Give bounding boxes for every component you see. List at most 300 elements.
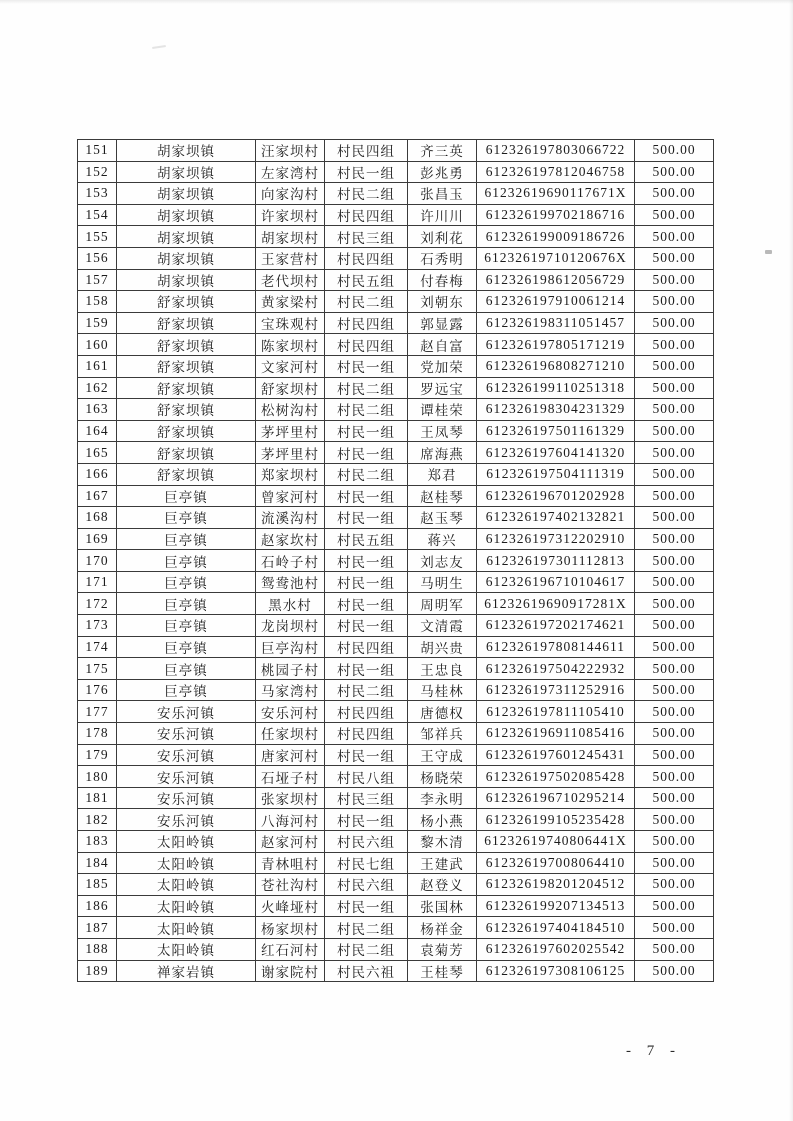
amount-cell: 500.00 <box>635 874 714 896</box>
row-number-cell: 160 <box>78 334 117 356</box>
town-cell: 巨亭镇 <box>117 593 256 615</box>
town-cell: 舒家坝镇 <box>117 463 256 485</box>
id-number-cell: 612326197402132821 <box>477 507 635 529</box>
table-row <box>78 658 714 680</box>
id-number-cell: 612326196911085416 <box>477 723 635 745</box>
amount-cell: 500.00 <box>635 269 714 291</box>
village-cell: 向家沟村 <box>256 183 325 205</box>
group-cell: 村民七组 <box>325 852 408 874</box>
amount-cell: 500.00 <box>635 291 714 313</box>
id-number-cell: 612326197803066722 <box>477 140 635 162</box>
town-cell: 舒家坝镇 <box>117 420 256 442</box>
village-cell: 青林咀村 <box>256 852 325 874</box>
row-number-cell: 181 <box>78 787 117 809</box>
town-cell: 巨亭镇 <box>117 507 256 529</box>
page-number: - 7 - <box>626 1043 681 1059</box>
town-cell: 安乐河镇 <box>117 809 256 831</box>
amount-cell: 500.00 <box>635 852 714 874</box>
group-cell: 村民三组 <box>325 226 408 248</box>
town-cell: 安乐河镇 <box>117 787 256 809</box>
table-row <box>78 852 714 874</box>
group-cell: 村民二组 <box>325 183 408 205</box>
village-cell: 许家坝村 <box>256 204 325 226</box>
town-cell: 太阳岭镇 <box>117 852 256 874</box>
amount-cell: 500.00 <box>635 723 714 745</box>
row-number-cell: 184 <box>78 852 117 874</box>
id-number-cell: 612326197202174621 <box>477 615 635 637</box>
table-row <box>78 938 714 960</box>
name-cell: 刘志友 <box>408 550 477 572</box>
town-cell: 胡家坝镇 <box>117 140 256 162</box>
row-number-cell: 189 <box>78 960 117 982</box>
table-row <box>78 528 714 550</box>
village-cell: 苍社沟村 <box>256 874 325 896</box>
table-row <box>78 766 714 788</box>
row-number-cell: 170 <box>78 550 117 572</box>
group-cell: 村民二组 <box>325 377 408 399</box>
id-number-cell: 612326197504111319 <box>477 463 635 485</box>
table-row <box>78 571 714 593</box>
name-cell: 彭兆勇 <box>408 161 477 183</box>
row-number-cell: 177 <box>78 701 117 723</box>
id-number-cell: 612326197808144611 <box>477 636 635 658</box>
group-cell: 村民一组 <box>325 161 408 183</box>
id-number-cell: 612326199009186726 <box>477 226 635 248</box>
name-cell: 唐德权 <box>408 701 477 723</box>
town-cell: 太阳岭镇 <box>117 831 256 853</box>
scan-artifact-mark <box>765 250 772 254</box>
amount-cell: 500.00 <box>635 571 714 593</box>
group-cell: 村民二组 <box>325 938 408 960</box>
table-row <box>78 399 714 421</box>
town-cell: 太阳岭镇 <box>117 917 256 939</box>
name-cell: 王建武 <box>408 852 477 874</box>
village-cell: 赵家坎村 <box>256 528 325 550</box>
group-cell: 村民一组 <box>325 615 408 637</box>
table-row <box>78 723 714 745</box>
group-cell: 村民一组 <box>325 593 408 615</box>
group-cell: 村民二组 <box>325 463 408 485</box>
amount-cell: 500.00 <box>635 679 714 701</box>
amount-cell: 500.00 <box>635 507 714 529</box>
row-number-cell: 163 <box>78 399 117 421</box>
row-number-cell: 178 <box>78 723 117 745</box>
name-cell: 蒋兴 <box>408 528 477 550</box>
village-cell: 火峰垭村 <box>256 895 325 917</box>
town-cell: 舒家坝镇 <box>117 312 256 334</box>
row-number-cell: 175 <box>78 658 117 680</box>
town-cell: 安乐河镇 <box>117 723 256 745</box>
name-cell: 赵桂琴 <box>408 485 477 507</box>
table-row <box>78 291 714 313</box>
name-cell: 刘利花 <box>408 226 477 248</box>
village-cell: 汪家坝村 <box>256 140 325 162</box>
name-cell: 王凤琴 <box>408 420 477 442</box>
group-cell: 村民五组 <box>325 528 408 550</box>
id-number-cell: 612326197308106125 <box>477 960 635 982</box>
id-number-cell: 61232619690917281X <box>477 593 635 615</box>
amount-cell: 500.00 <box>635 701 714 723</box>
town-cell: 舒家坝镇 <box>117 377 256 399</box>
group-cell: 村民一组 <box>325 420 408 442</box>
amount-cell: 500.00 <box>635 917 714 939</box>
row-number-cell: 185 <box>78 874 117 896</box>
village-cell: 松树沟村 <box>256 399 325 421</box>
town-cell: 巨亭镇 <box>117 485 256 507</box>
amount-cell: 500.00 <box>635 485 714 507</box>
amount-cell: 500.00 <box>635 593 714 615</box>
town-cell: 太阳岭镇 <box>117 938 256 960</box>
table-row <box>78 809 714 831</box>
amount-cell: 500.00 <box>635 550 714 572</box>
name-cell: 刘朝东 <box>408 291 477 313</box>
name-cell: 马桂林 <box>408 679 477 701</box>
id-number-cell: 612326198612056729 <box>477 269 635 291</box>
name-cell: 杨小燕 <box>408 809 477 831</box>
id-number-cell: 612326199702186716 <box>477 204 635 226</box>
amount-cell: 500.00 <box>635 420 714 442</box>
table-row <box>78 507 714 529</box>
amount-cell: 500.00 <box>635 938 714 960</box>
village-cell: 八海河村 <box>256 809 325 831</box>
table-row <box>78 701 714 723</box>
group-cell: 村民一组 <box>325 442 408 464</box>
group-cell: 村民四组 <box>325 204 408 226</box>
village-cell: 黄家梁村 <box>256 291 325 313</box>
village-cell: 茅坪里村 <box>256 442 325 464</box>
name-cell: 许川川 <box>408 204 477 226</box>
id-number-cell: 612326197502085428 <box>477 766 635 788</box>
town-cell: 舒家坝镇 <box>117 355 256 377</box>
id-number-cell: 612326197602025542 <box>477 938 635 960</box>
row-number-cell: 156 <box>78 247 117 269</box>
group-cell: 村民四组 <box>325 312 408 334</box>
group-cell: 村民四组 <box>325 247 408 269</box>
village-cell: 马家湾村 <box>256 679 325 701</box>
town-cell: 胡家坝镇 <box>117 183 256 205</box>
group-cell: 村民二组 <box>325 917 408 939</box>
payment-roster-table <box>77 139 714 982</box>
name-cell: 罗远宝 <box>408 377 477 399</box>
table-row <box>78 679 714 701</box>
id-number-cell: 612326197501161329 <box>477 420 635 442</box>
amount-cell: 500.00 <box>635 334 714 356</box>
table-row <box>78 636 714 658</box>
village-cell: 桃园子村 <box>256 658 325 680</box>
name-cell: 王守成 <box>408 744 477 766</box>
amount-cell: 500.00 <box>635 766 714 788</box>
id-number-cell: 612326197812046758 <box>477 161 635 183</box>
table-row <box>78 960 714 982</box>
id-number-cell: 612326197008064410 <box>477 852 635 874</box>
village-cell: 流溪沟村 <box>256 507 325 529</box>
town-cell: 胡家坝镇 <box>117 226 256 248</box>
amount-cell: 500.00 <box>635 809 714 831</box>
group-cell: 村民一组 <box>325 507 408 529</box>
village-cell: 谢家院村 <box>256 960 325 982</box>
town-cell: 舒家坝镇 <box>117 442 256 464</box>
id-number-cell: 612326197811105410 <box>477 701 635 723</box>
row-number-cell: 172 <box>78 593 117 615</box>
name-cell: 张国林 <box>408 895 477 917</box>
name-cell: 赵玉琴 <box>408 507 477 529</box>
id-number-cell: 612326196808271210 <box>477 355 635 377</box>
village-cell: 王家营村 <box>256 247 325 269</box>
village-cell: 张家坝村 <box>256 787 325 809</box>
village-cell: 红石河村 <box>256 938 325 960</box>
table-row <box>78 355 714 377</box>
table-row <box>78 377 714 399</box>
amount-cell: 500.00 <box>635 161 714 183</box>
town-cell: 巨亭镇 <box>117 615 256 637</box>
village-cell: 舒家坝村 <box>256 377 325 399</box>
name-cell: 席海燕 <box>408 442 477 464</box>
table-row <box>78 204 714 226</box>
id-number-cell: 612326197910061214 <box>477 291 635 313</box>
amount-cell: 500.00 <box>635 312 714 334</box>
town-cell: 巨亭镇 <box>117 550 256 572</box>
village-cell: 黑水村 <box>256 593 325 615</box>
village-cell: 巨亭沟村 <box>256 636 325 658</box>
town-cell: 舒家坝镇 <box>117 291 256 313</box>
town-cell: 巨亭镇 <box>117 636 256 658</box>
town-cell: 禅家岩镇 <box>117 960 256 982</box>
village-cell: 赵家河村 <box>256 831 325 853</box>
group-cell: 村民一组 <box>325 485 408 507</box>
name-cell: 李永明 <box>408 787 477 809</box>
row-number-cell: 162 <box>78 377 117 399</box>
town-cell: 安乐河镇 <box>117 744 256 766</box>
town-cell: 巨亭镇 <box>117 528 256 550</box>
town-cell: 太阳岭镇 <box>117 874 256 896</box>
village-cell: 郑家坝村 <box>256 463 325 485</box>
name-cell: 谭桂荣 <box>408 399 477 421</box>
id-number-cell: 612326196701202928 <box>477 485 635 507</box>
town-cell: 舒家坝镇 <box>117 334 256 356</box>
amount-cell: 500.00 <box>635 831 714 853</box>
table-row <box>78 161 714 183</box>
group-cell: 村民四组 <box>325 723 408 745</box>
name-cell: 袁菊芳 <box>408 938 477 960</box>
table-row <box>78 463 714 485</box>
row-number-cell: 188 <box>78 938 117 960</box>
name-cell: 王忠良 <box>408 658 477 680</box>
id-number-cell: 61232619710120676X <box>477 247 635 269</box>
row-number-cell: 179 <box>78 744 117 766</box>
group-cell: 村民一组 <box>325 744 408 766</box>
name-cell: 齐三英 <box>408 140 477 162</box>
group-cell: 村民三组 <box>325 787 408 809</box>
id-number-cell: 612326196710295214 <box>477 787 635 809</box>
table-row <box>78 183 714 205</box>
table-row <box>78 442 714 464</box>
group-cell: 村民四组 <box>325 636 408 658</box>
group-cell: 村民一组 <box>325 355 408 377</box>
amount-cell: 500.00 <box>635 744 714 766</box>
name-cell: 郭显露 <box>408 312 477 334</box>
row-number-cell: 169 <box>78 528 117 550</box>
name-cell: 赵自富 <box>408 334 477 356</box>
amount-cell: 500.00 <box>635 463 714 485</box>
id-number-cell: 612326197604141320 <box>477 442 635 464</box>
row-number-cell: 161 <box>78 355 117 377</box>
id-number-cell: 612326199110251318 <box>477 377 635 399</box>
village-cell: 老代坝村 <box>256 269 325 291</box>
group-cell: 村民六组 <box>325 831 408 853</box>
amount-cell: 500.00 <box>635 636 714 658</box>
name-cell: 郑君 <box>408 463 477 485</box>
group-cell: 村民八组 <box>325 766 408 788</box>
name-cell: 石秀明 <box>408 247 477 269</box>
village-cell: 安乐河村 <box>256 701 325 723</box>
name-cell: 王桂琴 <box>408 960 477 982</box>
town-cell: 巨亭镇 <box>117 658 256 680</box>
amount-cell: 500.00 <box>635 247 714 269</box>
town-cell: 安乐河镇 <box>117 701 256 723</box>
name-cell: 马明生 <box>408 571 477 593</box>
amount-cell: 500.00 <box>635 399 714 421</box>
id-number-cell: 612326197404184510 <box>477 917 635 939</box>
table-row <box>78 917 714 939</box>
amount-cell: 500.00 <box>635 140 714 162</box>
table-row <box>78 312 714 334</box>
table-row <box>78 247 714 269</box>
id-number-cell: 612326197504222932 <box>477 658 635 680</box>
village-cell: 鸳鸯池村 <box>256 571 325 593</box>
name-cell: 黎木清 <box>408 831 477 853</box>
group-cell: 村民一组 <box>325 895 408 917</box>
id-number-cell: 612326197805171219 <box>477 334 635 356</box>
row-number-cell: 152 <box>78 161 117 183</box>
row-number-cell: 158 <box>78 291 117 313</box>
id-number-cell: 61232619690117671X <box>477 183 635 205</box>
row-number-cell: 167 <box>78 485 117 507</box>
town-cell: 安乐河镇 <box>117 766 256 788</box>
id-number-cell: 61232619740806441X <box>477 831 635 853</box>
id-number-cell: 612326197311252916 <box>477 679 635 701</box>
name-cell: 赵登义 <box>408 874 477 896</box>
town-cell: 太阳岭镇 <box>117 895 256 917</box>
amount-cell: 500.00 <box>635 442 714 464</box>
amount-cell: 500.00 <box>635 355 714 377</box>
name-cell: 党加荣 <box>408 355 477 377</box>
group-cell: 村民四组 <box>325 140 408 162</box>
name-cell: 张昌玉 <box>408 183 477 205</box>
village-cell: 文家河村 <box>256 355 325 377</box>
id-number-cell: 612326198201204512 <box>477 874 635 896</box>
row-number-cell: 154 <box>78 204 117 226</box>
town-cell: 舒家坝镇 <box>117 399 256 421</box>
table-row <box>78 787 714 809</box>
row-number-cell: 164 <box>78 420 117 442</box>
village-cell: 左家湾村 <box>256 161 325 183</box>
group-cell: 村民六祖 <box>325 960 408 982</box>
group-cell: 村民五组 <box>325 269 408 291</box>
row-number-cell: 183 <box>78 831 117 853</box>
row-number-cell: 168 <box>78 507 117 529</box>
amount-cell: 500.00 <box>635 960 714 982</box>
name-cell: 杨晓荣 <box>408 766 477 788</box>
id-number-cell: 612326199207134513 <box>477 895 635 917</box>
group-cell: 村民二组 <box>325 291 408 313</box>
table-row <box>78 593 714 615</box>
table-row <box>78 895 714 917</box>
group-cell: 村民一组 <box>325 571 408 593</box>
name-cell: 邹祥兵 <box>408 723 477 745</box>
village-cell: 任家坝村 <box>256 723 325 745</box>
amount-cell: 500.00 <box>635 183 714 205</box>
village-cell: 石垭子村 <box>256 766 325 788</box>
town-cell: 胡家坝镇 <box>117 247 256 269</box>
amount-cell: 500.00 <box>635 226 714 248</box>
group-cell: 村民二组 <box>325 399 408 421</box>
town-cell: 胡家坝镇 <box>117 269 256 291</box>
group-cell: 村民一组 <box>325 658 408 680</box>
row-number-cell: 173 <box>78 615 117 637</box>
amount-cell: 500.00 <box>635 658 714 680</box>
amount-cell: 500.00 <box>635 528 714 550</box>
scan-artifact-speck <box>152 45 166 49</box>
group-cell: 村民一组 <box>325 550 408 572</box>
id-number-cell: 612326197601245431 <box>477 744 635 766</box>
amount-cell: 500.00 <box>635 787 714 809</box>
row-number-cell: 165 <box>78 442 117 464</box>
village-cell: 宝珠观村 <box>256 312 325 334</box>
name-cell: 胡兴贵 <box>408 636 477 658</box>
id-number-cell: 612326197301112813 <box>477 550 635 572</box>
row-number-cell: 182 <box>78 809 117 831</box>
amount-cell: 500.00 <box>635 377 714 399</box>
table-row <box>78 334 714 356</box>
village-cell: 曾家河村 <box>256 485 325 507</box>
id-number-cell: 612326198311051457 <box>477 312 635 334</box>
amount-cell: 500.00 <box>635 204 714 226</box>
row-number-cell: 186 <box>78 895 117 917</box>
name-cell: 文清霞 <box>408 615 477 637</box>
amount-cell: 500.00 <box>635 895 714 917</box>
table-row <box>78 550 714 572</box>
row-number-cell: 180 <box>78 766 117 788</box>
row-number-cell: 159 <box>78 312 117 334</box>
village-cell: 胡家坝村 <box>256 226 325 248</box>
village-cell: 石岭子村 <box>256 550 325 572</box>
group-cell: 村民一组 <box>325 809 408 831</box>
row-number-cell: 153 <box>78 183 117 205</box>
group-cell: 村民四组 <box>325 334 408 356</box>
village-cell: 杨家坝村 <box>256 917 325 939</box>
name-cell: 付春梅 <box>408 269 477 291</box>
row-number-cell: 157 <box>78 269 117 291</box>
amount-cell: 500.00 <box>635 615 714 637</box>
row-number-cell: 174 <box>78 636 117 658</box>
row-number-cell: 166 <box>78 463 117 485</box>
id-number-cell: 612326199105235428 <box>477 809 635 831</box>
table-row <box>78 140 714 162</box>
group-cell: 村民六组 <box>325 874 408 896</box>
table-row <box>78 615 714 637</box>
town-cell: 巨亭镇 <box>117 571 256 593</box>
id-number-cell: 612326197312202910 <box>477 528 635 550</box>
table-row <box>78 269 714 291</box>
town-cell: 巨亭镇 <box>117 679 256 701</box>
group-cell: 村民二组 <box>325 679 408 701</box>
town-cell: 胡家坝镇 <box>117 161 256 183</box>
row-number-cell: 151 <box>78 140 117 162</box>
town-cell: 胡家坝镇 <box>117 204 256 226</box>
row-number-cell: 155 <box>78 226 117 248</box>
village-cell: 龙岗坝村 <box>256 615 325 637</box>
village-cell: 唐家河村 <box>256 744 325 766</box>
